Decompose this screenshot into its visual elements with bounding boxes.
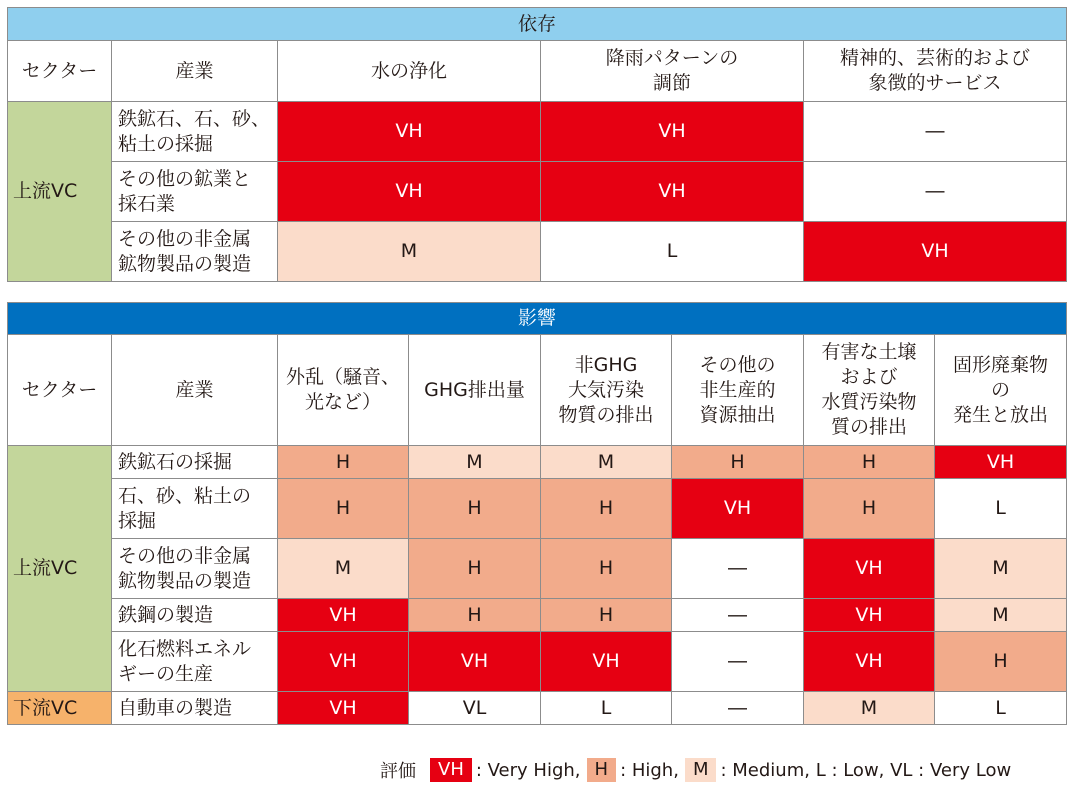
col-sector: セクター [8,335,112,446]
rating-cell: M [935,599,1067,632]
sector-upstream: 上流VC [8,102,112,282]
industry-cell: 石、砂、粘土の 採掘 [112,479,278,539]
rating-cell: M [935,539,1067,599]
rating-cell: L [935,692,1067,725]
rating-cell: VH [804,599,935,632]
industry-cell: 鉄鉱石、石、砂、 粘土の採掘 [112,102,278,162]
col-industry: 産業 [112,335,278,446]
col-solid-waste: 固形廃棄物 の 発生と放出 [935,335,1067,446]
rating-cell: L [935,479,1067,539]
industry-cell: 自動車の製造 [112,692,278,725]
dependency-title: 依存 [8,8,1067,41]
rating-cell: VH [278,692,409,725]
legend-h-text: : High, [620,759,679,781]
rating-cell: H [409,479,541,539]
rating-cell: VH [804,539,935,599]
legend-m-chip: M [685,758,717,782]
rating-cell: M [278,539,409,599]
rating-cell: M [278,222,541,282]
rating-cell: ― [672,539,804,599]
sector-upstream: 上流VC [8,446,112,692]
industry-cell: 化石燃料エネル ギーの生産 [112,632,278,692]
rating-cell: ― [672,692,804,725]
legend-prefix: 評価 [380,761,416,782]
rating-cell: VH [541,162,804,222]
rating-cell: ― [804,102,1067,162]
rating-cell: VH [804,222,1067,282]
industry-cell: その他の非金属 鉱物製品の製造 [112,539,278,599]
rating-cell: VH [278,632,409,692]
rating-cell: H [541,599,672,632]
industry-cell: その他の鉱業と 採石業 [112,162,278,222]
rating-cell: H [409,539,541,599]
rating-cell: H [278,479,409,539]
impact-title: 影響 [8,303,1067,335]
rating-cell: L [541,222,804,282]
rating-cell: ― [672,599,804,632]
rating-cell: H [672,446,804,479]
legend-vh-chip: VH [430,758,472,782]
rating-cell: M [409,446,541,479]
rating-cell: H [804,446,935,479]
dependency-table [7,7,1067,282]
rating-cell: M [541,446,672,479]
col-other-resource-extraction: その他の 非生産的 資源抽出 [672,335,804,446]
rating-cell: H [541,479,672,539]
col-sector: セクター [8,41,112,102]
legend-m-text: : Medium, L : Low, VL : Very Low [720,759,1012,781]
rating-cell: M [804,692,935,725]
rating-cell: VH [541,632,672,692]
rating-cell: VH [278,162,541,222]
rating-legend [380,757,1011,783]
rating-cell: ― [804,162,1067,222]
rating-cell: VH [278,102,541,162]
rating-cell: H [935,632,1067,692]
rating-cell: ― [672,632,804,692]
rating-cell: VH [804,632,935,692]
rating-cell: VH [278,599,409,632]
rating-cell: H [541,539,672,599]
rating-cell: VH [541,102,804,162]
col-non-ghg-air-pollutants: 非GHG 大気汚染 物質の排出 [541,335,672,446]
col-spiritual-services: 精神的、芸術的および 象徴的サービス [804,41,1067,102]
rating-cell: VH [935,446,1067,479]
col-water-purification: 水の浄化 [278,41,541,102]
rating-cell: VL [409,692,541,725]
industry-cell: 鉄鉱石の採掘 [112,446,278,479]
rating-cell: H [278,446,409,479]
col-ghg-emissions: GHG排出量 [409,335,541,446]
col-rainfall-regulation: 降雨パターンの 調節 [541,41,804,102]
rating-cell: VH [409,632,541,692]
legend-vh-text: : Very High, [475,759,581,781]
col-industry: 産業 [112,41,278,102]
rating-cell: L [541,692,672,725]
impact-table [7,302,1067,725]
rating-cell: H [804,479,935,539]
rating-cell: H [409,599,541,632]
col-disturbance: 外乱（騒音、 光など） [278,335,409,446]
industry-cell: その他の非金属 鉱物製品の製造 [112,222,278,282]
legend-h-chip: H [587,758,617,782]
col-soil-water-pollutants: 有害な土壌 および 水質汚染物 質の排出 [804,335,935,446]
industry-cell: 鉄鋼の製造 [112,599,278,632]
sector-downstream: 下流VC [8,692,112,725]
rating-cell: VH [672,479,804,539]
